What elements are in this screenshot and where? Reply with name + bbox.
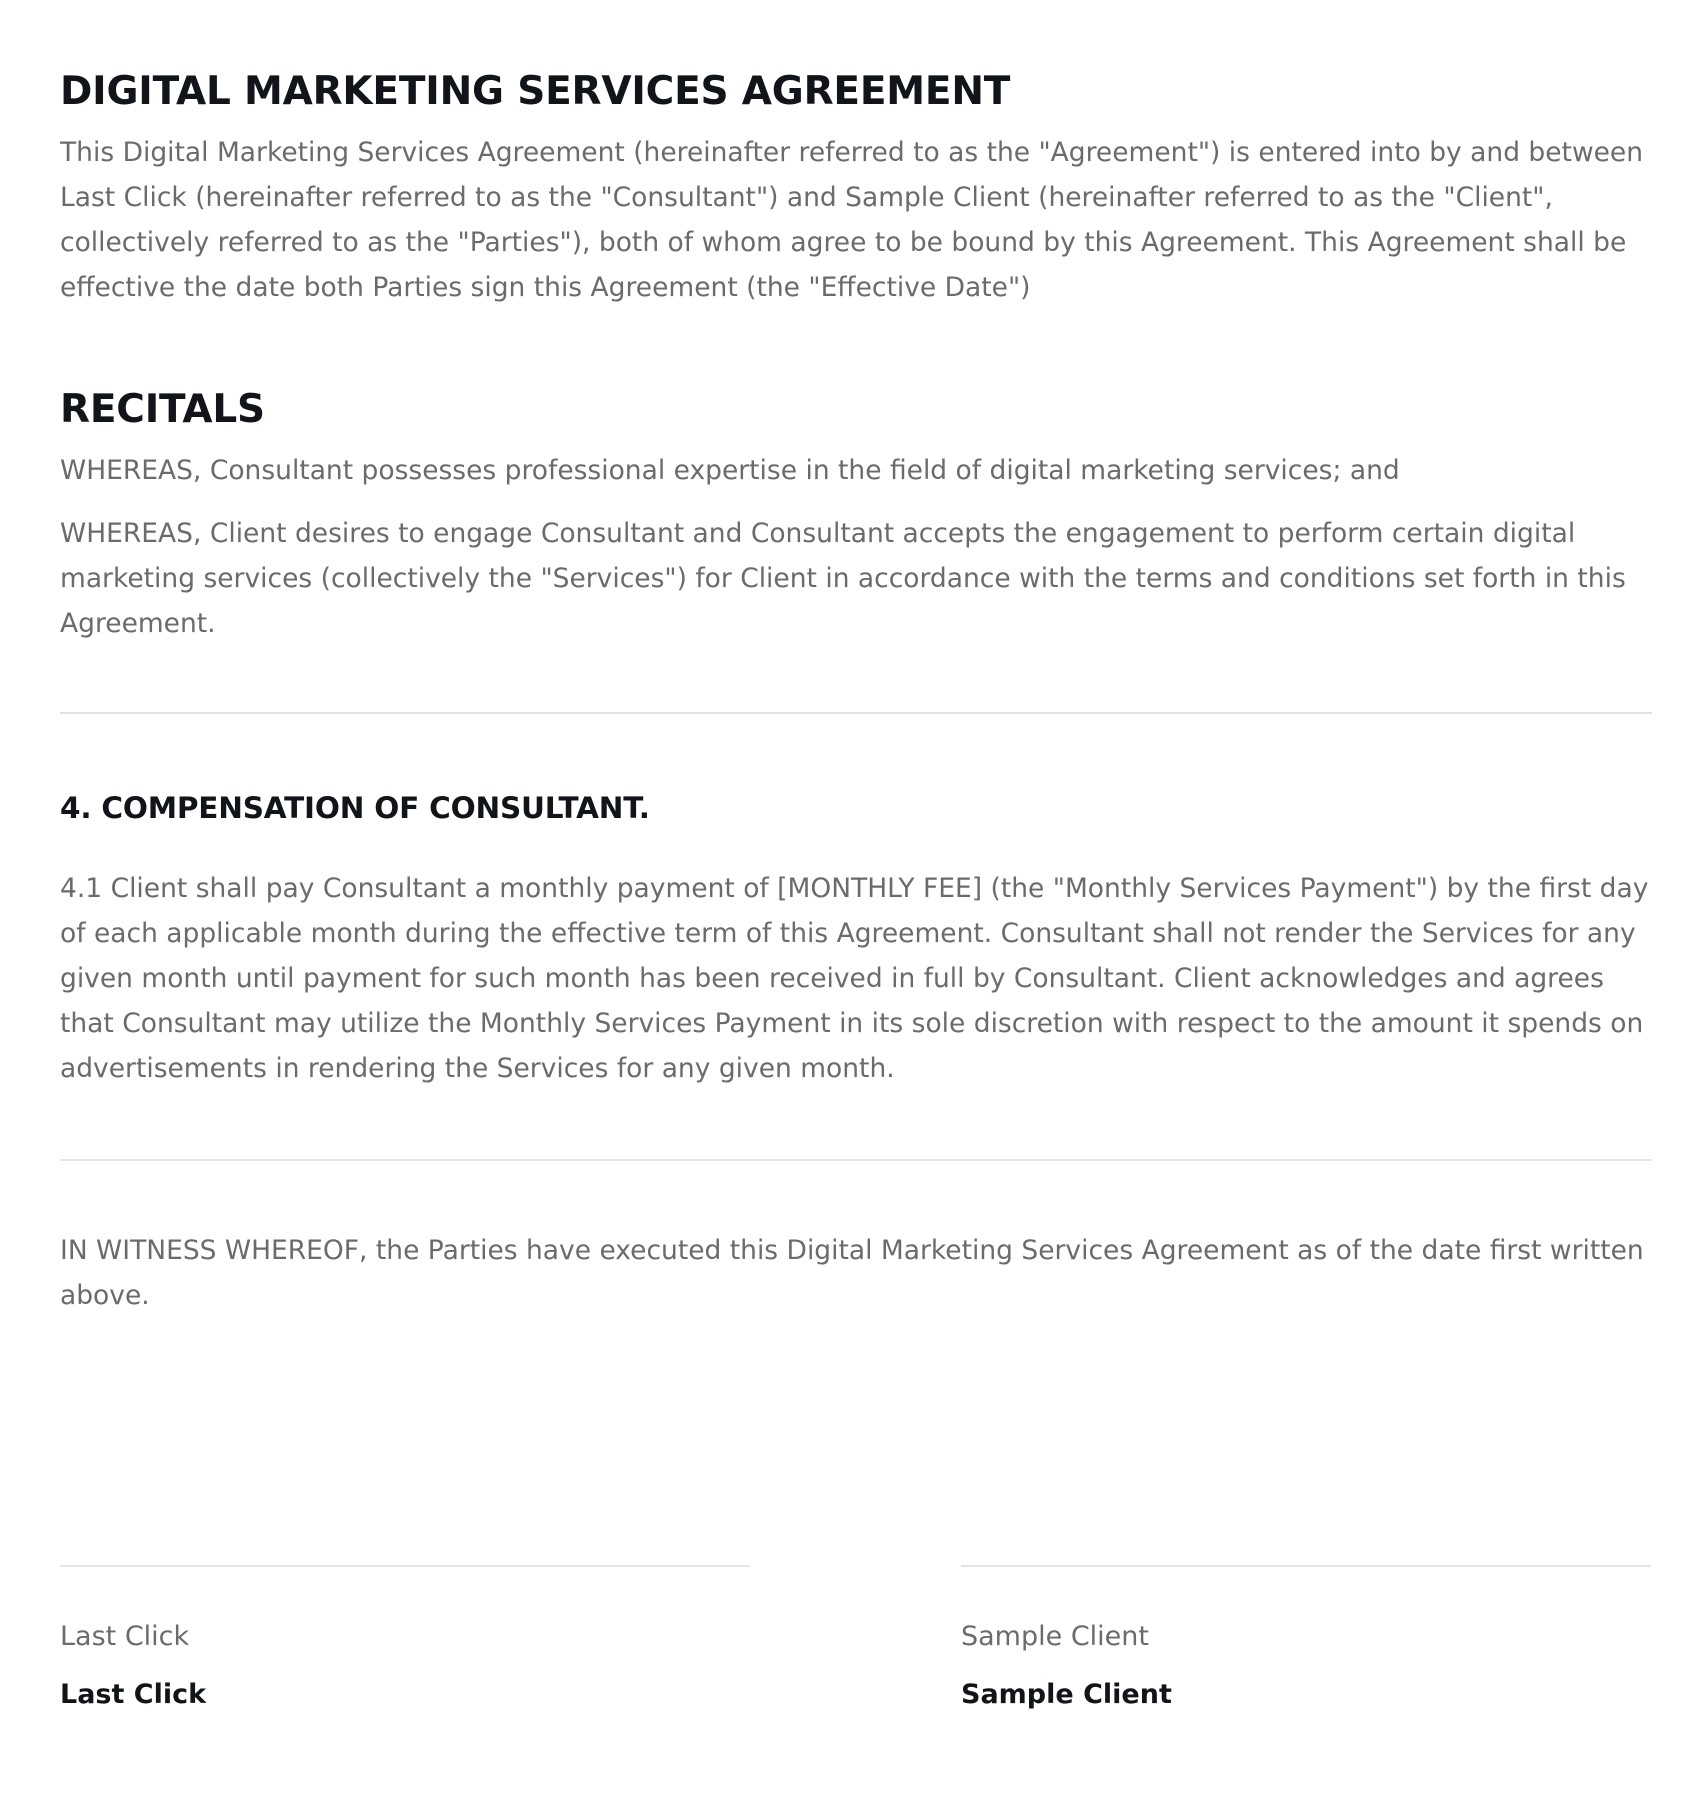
recitals-heading: RECITALS bbox=[60, 387, 265, 432]
intro-paragraph: This Digital Marketing Services Agreement (hereinafter referred to as the "Agreement") is entered into by and between Last Click (hereinafter referred to as the "Consultant") and Sample Client (hereinafter referred to as the "Client", collectively referred to as the "Parties"), both of whom agree to be bound by this Agreement. This Agreement shall be effective the date both Parties sign this Agreement (the "Effective Date") bbox=[60, 137, 1644, 303]
section-4-heading: 4. COMPENSATION OF CONSULTANT. bbox=[60, 791, 650, 825]
client-signature-block bbox=[961, 1565, 1651, 1713]
signature-line[interactable] bbox=[961, 1565, 1651, 1567]
consultant-party-name: Last Click bbox=[60, 1679, 207, 1710]
consultant-signature-block bbox=[60, 1565, 750, 1713]
client-party-name: Sample Client bbox=[961, 1679, 1172, 1710]
clause-4-1: 4.1 Client shall pay Consultant a monthly payment of [MONTHLY FEE] (the "Monthly Services Payment") by the first day of each applicable month during the effective term of this Agreement. Consultant shall not render the Services for any given month until payment for such month has been received in full by Consultant. Client acknowledges and agrees that Consultant may utilize the Monthly Services Payment in its sole discretion with respect to the amount it spends on advertisements in rendering the Services for any given month. bbox=[60, 873, 1649, 1084]
section-divider bbox=[60, 1159, 1652, 1161]
client-party-label: Sample Client bbox=[961, 1621, 1149, 1652]
recital-whereas-1: WHEREAS, Consultant possesses professional expertise in the field of digital marketing services; and bbox=[60, 455, 1400, 486]
document-title: DIGITAL MARKETING SERVICES AGREEMENT bbox=[60, 69, 1011, 114]
section-divider bbox=[60, 712, 1652, 714]
signature-line[interactable] bbox=[60, 1565, 750, 1567]
witness-statement: IN WITNESS WHEREOF, the Parties have executed this Digital Marketing Services Agreement as of the date first written above. bbox=[60, 1235, 1644, 1311]
consultant-party-label: Last Click bbox=[60, 1621, 190, 1652]
recital-whereas-2: WHEREAS, Client desires to engage Consultant and Consultant accepts the engagement to perform certain digital marketing services (collectively the "Services") for Client in accordance with the terms and conditions set forth in this Agreement. bbox=[60, 518, 1626, 639]
